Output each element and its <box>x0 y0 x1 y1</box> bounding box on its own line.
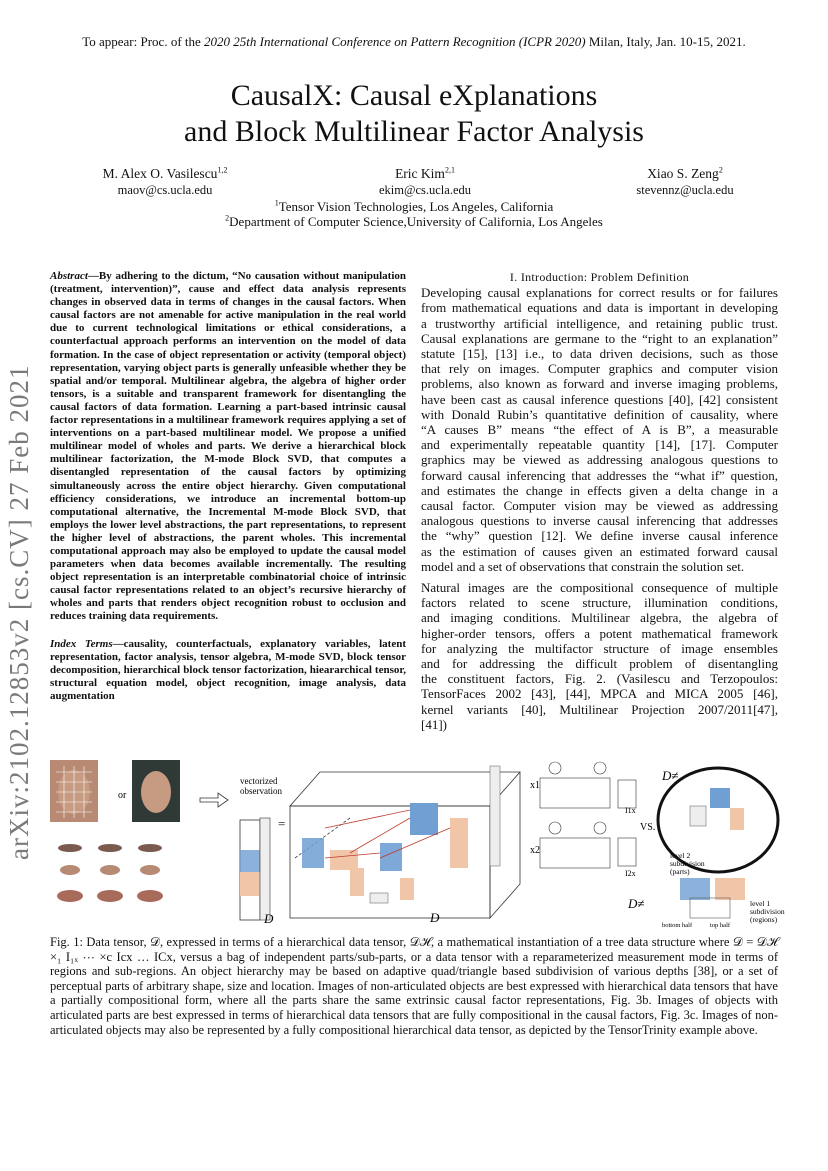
level2-label: level 2 subdivision (parts) <box>670 851 705 876</box>
text-line: and imaging conditions. Multilinear algebra, the algebra of <box>421 610 778 626</box>
text-line: and for addressing the difficult problem of disentangling <box>421 656 778 672</box>
text-line: the “why” question [12]. We define inverse causal inference <box>421 528 778 544</box>
author-email[interactable]: ekim@cs.ucla.edu <box>378 183 472 197</box>
vectorized-label: vectorized observation <box>240 776 282 796</box>
text-line: have been cast as causal inference questions [40], [42] consistent <box>421 391 778 407</box>
author-2 <box>330 165 520 199</box>
face-image-grid <box>50 760 98 822</box>
text-line: higher-order tensors, offers a potent mathematical framework <box>421 625 778 641</box>
text-line: TensorFaces 2002 [43], [44], MPCA and MICA 2005 [46], <box>421 686 778 702</box>
intro-column <box>421 270 778 732</box>
text-line: Causal explanations are germane to the “right to an explanation” <box>421 330 778 346</box>
author-sup: 2,1 <box>444 165 455 175</box>
text-line: model and a set of observations that constrain the solution set. <box>421 558 745 574</box>
dneq-label-top: D≠ <box>662 768 679 783</box>
author-1 <box>70 165 260 199</box>
x1-label: x1 <box>530 780 540 791</box>
text-line: problems, also known as forward and inverse imaging problems, <box>421 376 778 392</box>
figure-1 <box>50 758 785 929</box>
intro-paragraph-1 <box>421 285 778 574</box>
text-line: that rely on images. Computer graphics and computer vision <box>421 361 778 377</box>
or-label: or <box>118 790 127 801</box>
text-line: statute [15], [13] i.e., to data driven decisions, such as those <box>421 346 778 362</box>
text-line: and experimentally repeatable quantity [14], [17]. Computer <box>421 437 778 453</box>
venue-prefix: To appear: Proc. of the <box>82 34 201 49</box>
intro-paragraph-2 <box>421 580 778 732</box>
author-name: Eric Kim <box>395 166 445 181</box>
affiliation-text: Tensor Vision Technologies, Los Angeles, California <box>278 199 554 214</box>
paper-title-line-2: and Block Multilinear Factor Analysis <box>184 115 644 148</box>
i1x-label: I1x <box>625 806 636 815</box>
affiliation-sup: 2 <box>225 213 230 223</box>
text-line: factors related to scene structure, illumination conditions, <box>421 595 778 611</box>
text-line: analogous questions to inverse causal inferencing that addresses <box>421 513 778 529</box>
text-line: the constituent factors, Fig. 2. (Vasilescu and Terzopoulos: <box>421 671 778 687</box>
d-label: D <box>264 911 274 926</box>
text-line: forward causal inferencing that addresses the “what if” question, <box>421 467 778 483</box>
author-email[interactable]: maov@cs.ucla.edu <box>117 183 213 197</box>
i2x-label: I2x <box>625 869 636 878</box>
venue-line <box>0 34 828 50</box>
text-line: [41]) <box>421 716 447 732</box>
index-terms <box>50 638 406 703</box>
affiliation-1 <box>0 199 828 215</box>
abstract-column <box>50 270 406 703</box>
author-sup: 2 <box>718 165 723 175</box>
bottom-half-label: bottom half <box>662 922 693 929</box>
vs-label: VS. <box>640 822 656 833</box>
x2-label: x2 <box>530 845 540 856</box>
author-name: M. Alex O. Vasilescu <box>102 166 218 181</box>
index-terms-text: —causality, counterfactuals, explanatory variables, latent representation, factor analysis, tensor algebra, M-mode SVD, block tensor decomposition, hierarchical block tensor factorization, hieararchical tensor, structural equation model, object recognition, image analysis, data augmentation <box>50 637 406 702</box>
venue-italic: 2020 25th International Conference on Pattern Recognition (ICPR 2020) <box>204 34 586 49</box>
dneq-label-bottom: D≠ <box>628 896 645 911</box>
author-3 <box>590 165 780 199</box>
face-image-whole <box>132 760 180 822</box>
text-line: Natural images are the compositional consequence of multiple <box>421 580 778 596</box>
author-email[interactable]: stevennz@ucla.edu <box>636 183 734 197</box>
venue-suffix: Milan, Italy, Jan. 10-15, 2021. <box>588 34 746 49</box>
x2-product <box>540 822 636 868</box>
index-terms-label: Index Terms <box>50 637 113 650</box>
text-line: “A causes B” means “the effect of A is B”, a measurable <box>421 422 778 438</box>
figure-caption: Fig. 1: Data tensor, 𝒟, expressed in terms of a hierarchical data tensor, 𝒟ℋ, a mathematical instantiation of a tree data structure where 𝒟 = 𝒟ℋ ×₁ I₁ₓ ⋯ ×c Icx … ICx, versus a bag of independent parts/sub-parts, or a data tensor with a reparameterized measurement mode in terms of regions and sub-regions. An object hierarchy may be based on adaptive quad/triangle based subdivision of various depths [38], or a set of perceptual parts of arbitrary shape, size and location. Images of non-articulated objects are best expressed with hierarchical data tensors that have a partially compositional form, where all the parts share the same extrinsic causal factor representations, Fig. 3b. Images of objects with articulated parts are best expressed in terms of hierarchical data tensors that are fully compositional in the causal factors, Fig. 3c. Images of non-articulated objects may also be represented by a fully compositional hierarchical data tensor, as depicted by the TensorTrinity example above. <box>50 935 778 1037</box>
face-parts <box>57 844 163 902</box>
level1-label: level 1 subdivision (regions) <box>750 899 785 924</box>
vectorized-column <box>240 818 270 920</box>
x1-product <box>540 762 636 808</box>
affiliation-text: Department of Computer Science,University of California, Los Angeles <box>229 214 603 229</box>
text-line: as the estimation of causes given an estimated forward causal <box>421 543 778 559</box>
affiliation-sup: 1 <box>274 198 279 208</box>
abstract <box>50 270 406 624</box>
text-line: Developing causal explanations for correct results or for failures <box>421 285 778 301</box>
text-line: causal factor. Computer vision may be viewed as addressing <box>421 498 778 514</box>
subdivision-blocks <box>680 878 745 918</box>
arrow-icon <box>200 793 228 807</box>
tensor-blocks <box>302 766 500 903</box>
section-heading: I. Introduction: Problem Definition <box>509 270 690 284</box>
equals-sign: = <box>278 816 286 831</box>
top-half-label: top half <box>710 922 731 929</box>
author-sup: 1,2 <box>217 165 228 175</box>
text-line: a trustworthy artificial intelligence, and retaining public trust. <box>421 315 778 331</box>
text-line: kernel variants [40], Multilinear Projection 2007/2011[47], <box>421 701 778 717</box>
affiliation-2 <box>0 214 828 230</box>
arxiv-stamp: arXiv:2102.12853v2 [cs.CV] 27 Feb 2021 <box>4 364 34 860</box>
text-line: graphics may be viewed as addressing analogous questions to <box>421 452 778 468</box>
abstract-text: —By adhering to the dictum, “No causation without manipulation (treatment, intervention)”, cause and effect data analysis represents changes in observed data in terms of changes in the causal factors. When causal factors are not amenable for active manipulation in the real world due to current technological limitations or ethical considerations, a counterfactual approach performs an intervention on the model of data formation. In the case of object representation or activity (temporal object) representation, varying object parts is generally unfeasible whether they be spatial and/or temporal. Multilinear algebra, the algebra of higher order tensors, is a suitable and transparent framework for disentangling the causal factors of data formation. Learning a part-based intrinsic causal factor representations in a multilinear framework requires applying a set of interventions on a part-based multilinear model. We propose a unified multilinear model of wholes and parts. We derive a hierarchical block multilinear factorization, the M-mode Block SVD, that computes a disentangled representation of the causal factors by optimizing simultaneously across the entire object hierarchy. Given computational efficiency considerations, we introduce an incremental bottom-up computational alternative, the Incremental M-mode Block SVD, that employs the lower level abstractions, the part representations, to represent the higher level of abstractions, the parent wholes. This incremental computational approach may also be employed to update the causal model parameters when data becomes available incrementally. The resulting object representation is an interpretable combinatorial choice of intrinsic causal factor representations related to an object’s recursive hierarchy of wholes and parts that renders object recognition robust to occlusion and reduces training data requirements. <box>50 270 406 623</box>
text-line: with Donald Rubin’s quantitative definition of causality, where <box>421 406 778 422</box>
text-line: for analyzing the multifactor structure of image ensembles <box>421 640 778 656</box>
paper-title-line-1: CausalX: Causal eXplanations <box>230 79 598 112</box>
author-name: Xiao S. Zeng <box>647 166 719 181</box>
text-line: from mathematical equations and data is important in developing <box>421 300 778 316</box>
abstract-label: Abstract <box>50 270 88 282</box>
text-line: and estimates the change in effects given a delta change in a <box>421 482 778 498</box>
dh-label: D <box>430 910 440 925</box>
